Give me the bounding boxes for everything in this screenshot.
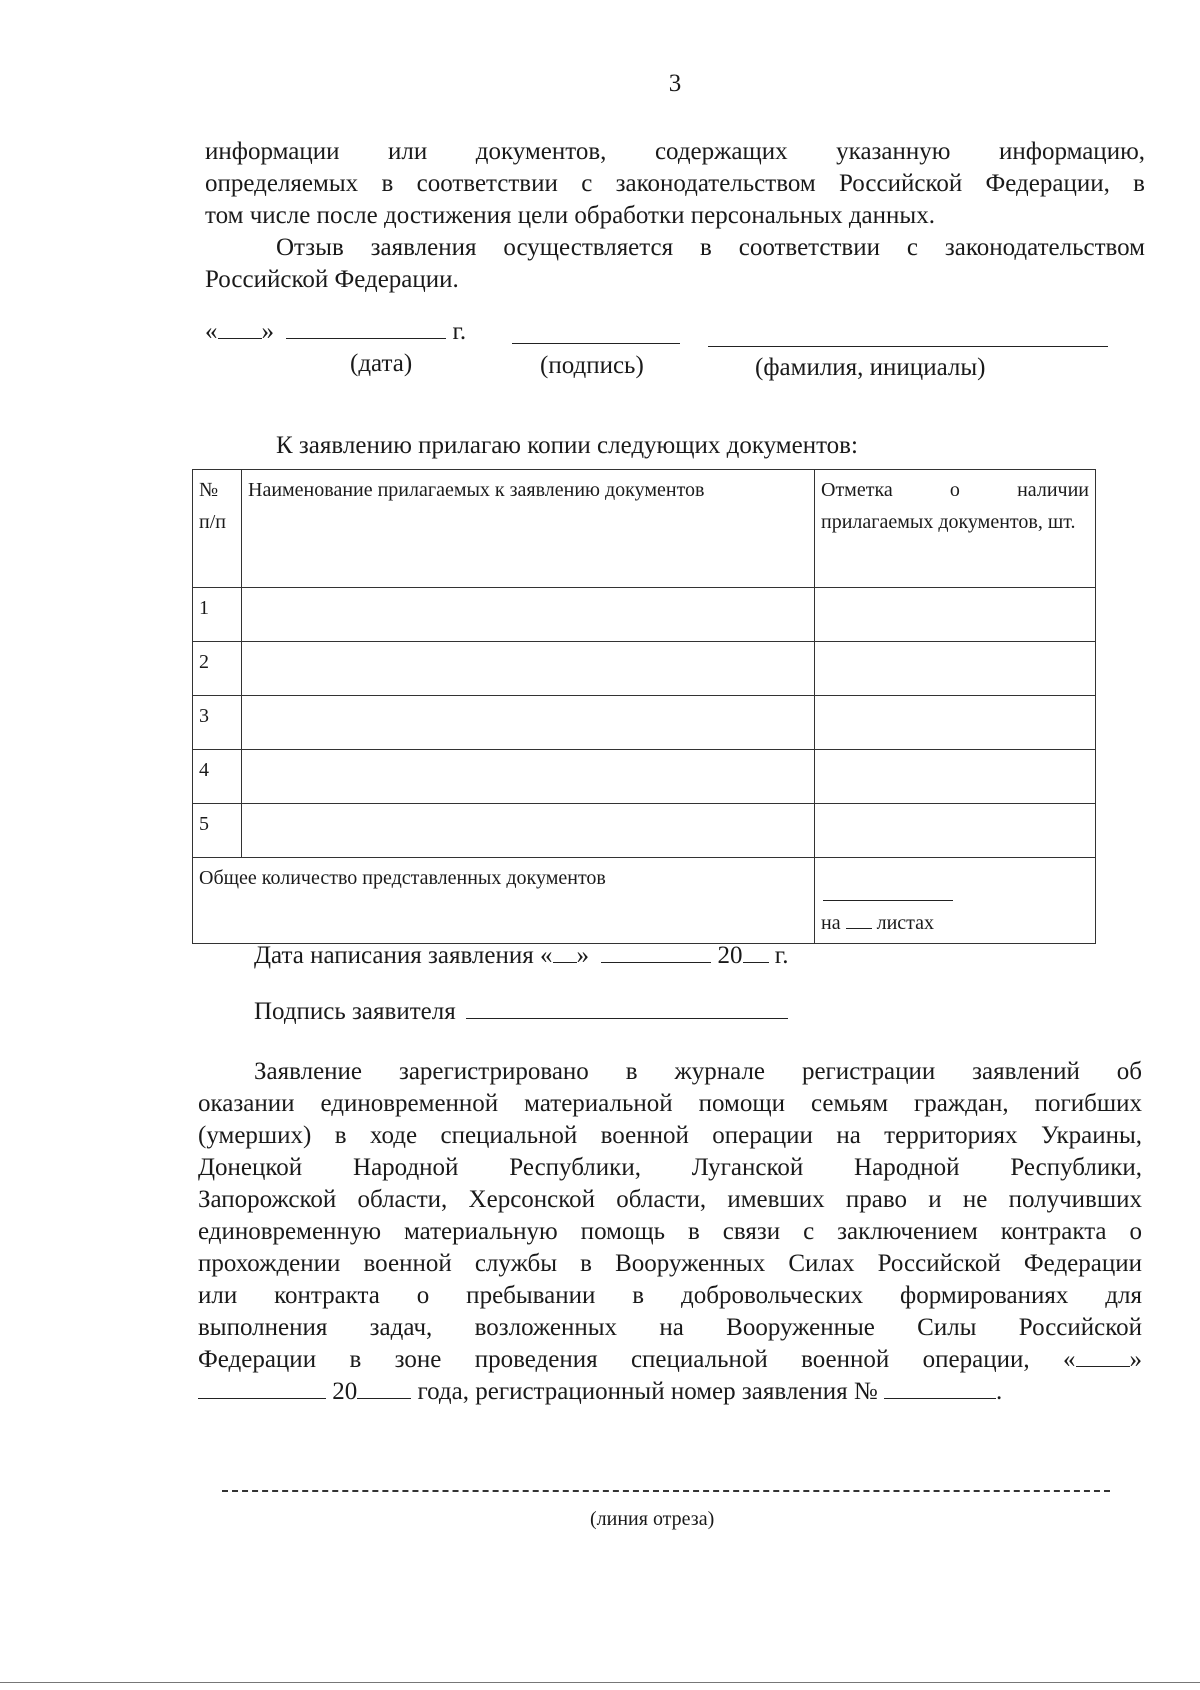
total-count-blank	[823, 900, 953, 901]
row-mark-cell	[815, 750, 1096, 804]
sheets-blank	[846, 912, 872, 929]
signature-blank	[512, 343, 680, 344]
registration-line: (умерших) в ходе специальной военной операции на территориях Украины,	[198, 1122, 1142, 1149]
header-number: № п/п	[193, 470, 242, 588]
day-blank	[218, 316, 262, 339]
application-date-line	[254, 940, 788, 972]
registration-line: выполнения задач, возложенных на Вооруженные Силы Российской	[198, 1314, 1142, 1341]
registration-end: .	[996, 1378, 1003, 1405]
registration-century: 20	[332, 1378, 358, 1405]
quote-open: «	[205, 318, 218, 345]
page-number: 3	[668, 70, 682, 97]
table-row	[193, 804, 1096, 858]
table-row	[193, 750, 1096, 804]
table-row	[193, 696, 1096, 750]
row-number: 2	[193, 642, 242, 696]
registration-number-blank	[884, 1376, 996, 1399]
row-document-cell	[242, 642, 815, 696]
paragraph-line: Отзыв заявления осуществляется в соответствии с законодательством	[276, 234, 1145, 261]
total-suffix: листах	[876, 912, 935, 934]
registration-line	[198, 1344, 1142, 1376]
name-caption: (фамилия, инициалы)	[755, 354, 986, 381]
row-mark-cell	[815, 588, 1096, 642]
year-suffix: г.	[452, 318, 467, 345]
registration-line: оказании единовременной материальной помощи семьям граждан, погибших	[198, 1090, 1142, 1117]
row-number: 4	[193, 750, 242, 804]
year-blank	[743, 940, 769, 963]
row-mark-cell	[815, 642, 1096, 696]
date-caption: (дата)	[350, 350, 413, 377]
table-row	[193, 588, 1096, 642]
registration-month-blank	[198, 1376, 326, 1399]
paragraph-line: Российской Федерации.	[205, 266, 459, 293]
page-bottom-line	[0, 1682, 1200, 1683]
row-number: 3	[193, 696, 242, 750]
registration-quote-close: »	[1129, 1346, 1142, 1373]
paragraph-line: определяемых в соответствии с законодательством Российской Федерации, в	[205, 170, 1145, 197]
registration-line-text: Федерации в зоне проведения специальной военной операции, «	[198, 1346, 1076, 1373]
applicant-signature-blank	[466, 996, 788, 1019]
year-suffix: г.	[774, 942, 789, 969]
cut-line	[222, 1490, 1110, 1492]
row-number: 5	[193, 804, 242, 858]
row-number: 1	[193, 588, 242, 642]
name-blank	[708, 346, 1108, 347]
century: 20	[717, 942, 743, 969]
registration-line: Донецкой Народной Республики, Луганской Народной Республики,	[198, 1154, 1142, 1181]
registration-line: или контракта о пребывании в добровольческих формированиях для	[198, 1282, 1142, 1309]
date-blank	[286, 316, 446, 339]
date-label: Дата написания заявления «	[254, 942, 553, 969]
total-mark-cell	[815, 858, 1096, 944]
registration-line: Заявление зарегистрировано в журнале регистрации заявлений об	[254, 1058, 1142, 1085]
date-close: »	[576, 942, 590, 969]
row-mark-cell	[815, 804, 1096, 858]
registration-number-label: года, регистрационный номер заявления №	[417, 1378, 878, 1405]
signature-date-row	[205, 316, 466, 348]
applicant-signature-label: Подпись заявителя	[254, 998, 456, 1025]
row-document-cell	[242, 588, 815, 642]
day-blank	[553, 940, 577, 963]
paragraph-line: том числе после достижения цели обработки персональных данных.	[205, 202, 935, 229]
registration-number-line	[198, 1376, 1002, 1408]
registration-line: Запорожской области, Херсонской области, имевших право и не получивших	[198, 1186, 1142, 1213]
row-document-cell	[242, 804, 815, 858]
quote-close: »	[261, 318, 274, 345]
paragraph-line: информации или документов, содержащих указанную информацию,	[205, 138, 1145, 165]
registration-day-blank	[1076, 1344, 1130, 1367]
row-mark-cell	[815, 696, 1096, 750]
table-header-row	[193, 470, 1096, 588]
table-row	[193, 642, 1096, 696]
registration-year-blank	[357, 1376, 411, 1399]
header-mark: Отметка о наличии прилагаемых документов, шт.	[815, 470, 1096, 588]
applicant-signature-line	[254, 996, 788, 1028]
row-document-cell	[242, 750, 815, 804]
total-label: Общее количество представленных документов	[193, 858, 815, 944]
registration-line: прохождении военной службы в Вооруженных Силах Российской Федерации	[198, 1250, 1142, 1277]
signature-caption: (подпись)	[540, 352, 644, 379]
cut-line-caption: (линия отреза)	[590, 1508, 715, 1530]
attachments-intro: К заявлению прилагаю копии следующих документов:	[276, 432, 858, 459]
table-total-row	[193, 858, 1096, 944]
total-prefix: на	[821, 912, 841, 934]
month-blank	[601, 940, 711, 963]
row-document-cell	[242, 696, 815, 750]
attachments-table	[192, 469, 1096, 944]
header-document-name: Наименование прилагаемых к заявлению документов	[242, 470, 815, 588]
registration-line: единовременную материальную помощь в связи с заключением контракта о	[198, 1218, 1142, 1245]
